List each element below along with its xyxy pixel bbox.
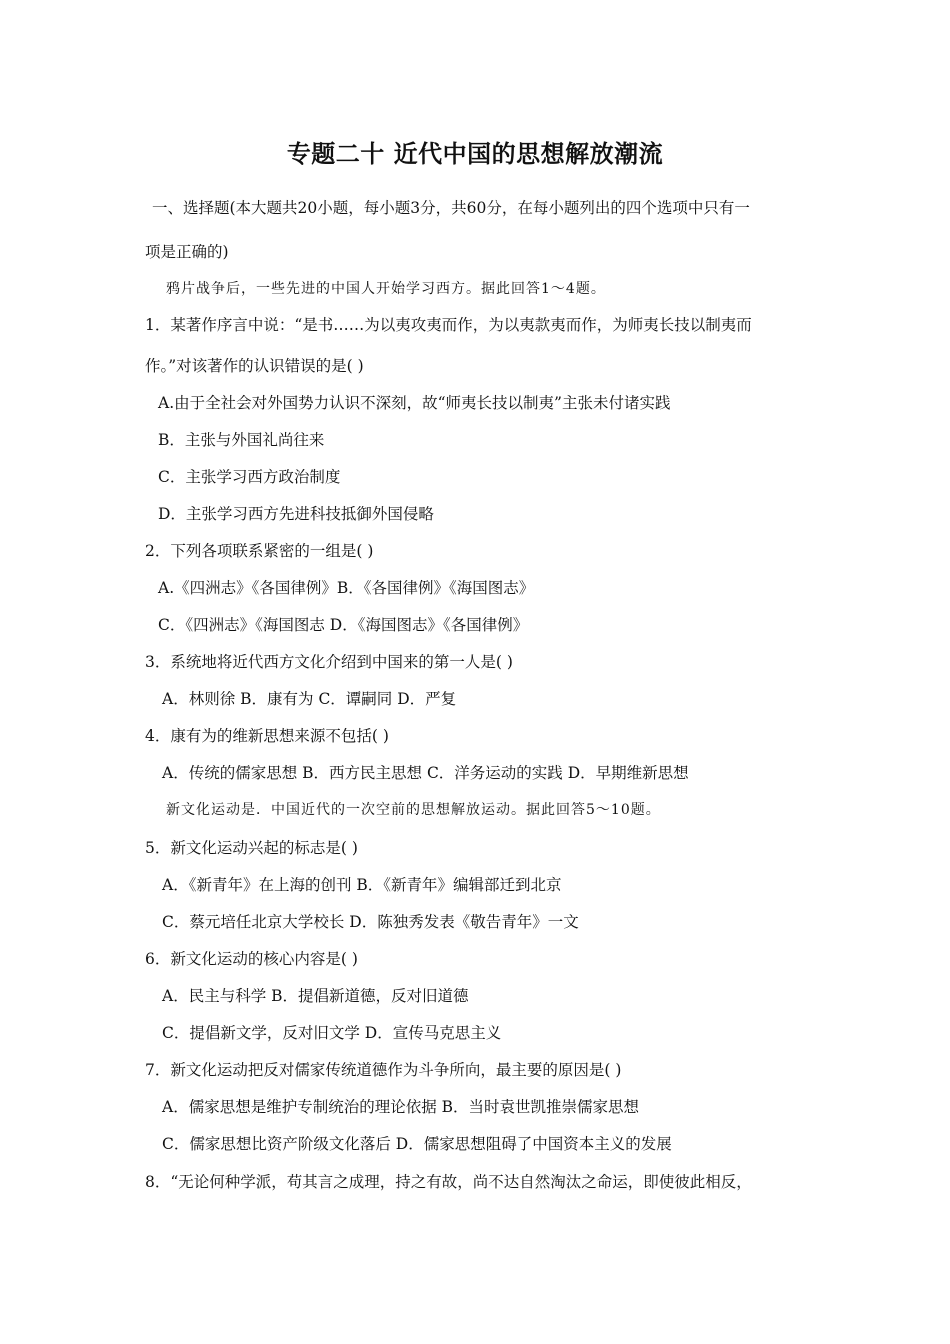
question-7-options-cd: C．儒家思想比资产阶级文化落后 D．儒家思想阻碍了中国资本主义的发展 (162, 1135, 672, 1153)
question-4: 4．康有为的维新思想来源不包括( ) (145, 727, 389, 745)
section-heading-cont: 项是正确的) (145, 243, 229, 261)
document-title: 专题二十 近代中国的思想解放潮流 (286, 139, 664, 168)
question-2: 2．下列各项联系紧密的一组是( ) (145, 542, 374, 560)
question-2-options-cd: C．《四洲志》《海国图志 D．《海国图志》《各国律例》 (158, 616, 529, 634)
question-5-options-cd: C．蔡元培任北京大学校长 D．陈独秀发表《敬告青年》一文 (162, 913, 579, 931)
question-6: 6．新文化运动的核心内容是( ) (145, 950, 358, 968)
question-1-option-b: B．主张与外国礼尚往来 (158, 431, 325, 449)
question-1-option-a: A.由于全社会对外国势力认识不深刻，故“师夷长技以制夷”主张未付诸实践 (158, 394, 671, 412)
question-4-options: A．传统的儒家思想 B．西方民主思想 C．洋务运动的实践 D．早期维新思想 (162, 764, 689, 782)
question-1-option-d: D．主张学习西方先进科技抵御外国侵略 (158, 505, 434, 523)
question-3-options: A．林则徐 B．康有为 C．谭嗣同 D．严复 (162, 690, 457, 708)
section-heading: 一、选择题(本大题共20小题，每小题3分，共60分，在每小题列出的四个选项中只有一 (152, 199, 750, 217)
group-intro-5-10: 新文化运动是．中国近代的一次空前的思想解放运动。据此回答5～10题。 (166, 802, 661, 818)
question-1-cont: 作。”对该著作的认识错误的是( ) (145, 357, 364, 375)
question-8: 8．“无论何种学派，苟其言之成理，持之有故，尚不达自然淘汰之命运，即使彼此相反， (145, 1173, 752, 1191)
group-intro-1-4: 鸦片战争后，一些先进的中国人开始学习西方。据此回答1～4题。 (166, 281, 606, 297)
question-7-options-ab: A．儒家思想是维护专制统治的理论依据 B．当时袁世凯推崇儒家思想 (162, 1098, 640, 1116)
question-1-option-c: C．主张学习西方政治制度 (158, 468, 341, 486)
question-2-options-ab: A.《四洲志》《各国律例》B．《各国律例》《海国图志》 (158, 579, 535, 597)
question-6-options-ab: A．民主与科学 B．提倡新道德，反对旧道德 (162, 987, 469, 1005)
question-6-options-cd: C．提倡新文学，反对旧文学 D．宣传马克思主义 (162, 1024, 502, 1042)
question-5: 5．新文化运动兴起的标志是( ) (145, 839, 358, 857)
question-3: 3．系统地将近代西方文化介绍到中国来的第一人是( ) (145, 653, 513, 671)
question-5-options-ab: A．《新青年》在上海的创刊 B．《新青年》编辑部迁到北京 (162, 876, 562, 894)
question-1: 1．某著作序言中说：“是书……为以夷攻夷而作，为以夷款夷而作，为师夷长技以制夷而 (145, 316, 752, 334)
question-7: 7．新文化运动把反对儒家传统道德作为斗争所向，最主要的原因是( ) (145, 1061, 622, 1079)
